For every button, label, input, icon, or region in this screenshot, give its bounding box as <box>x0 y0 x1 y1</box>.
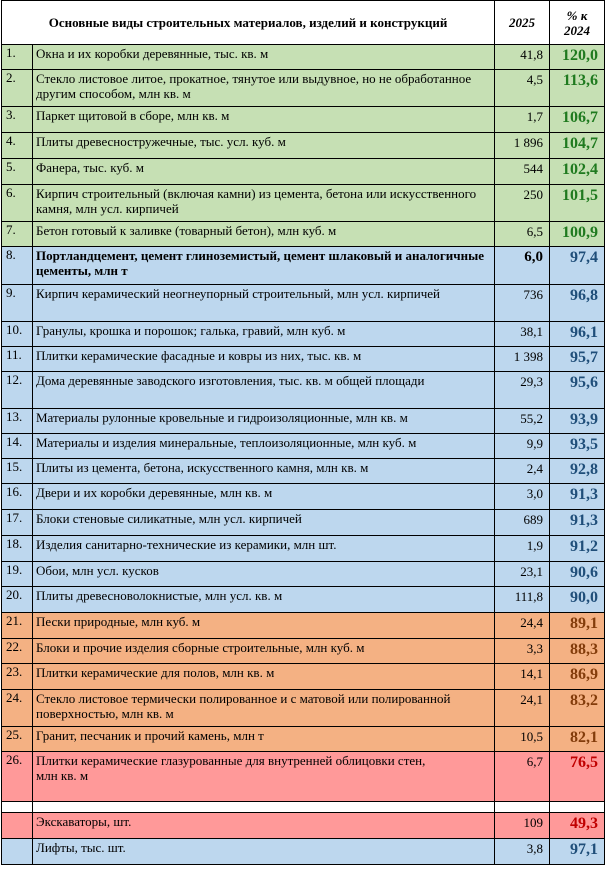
table-row <box>2 322 605 347</box>
row-percent: 86,9 <box>550 664 605 690</box>
row-name: Дома деревянные заводского изготовления, тыс. кв. м общей площади <box>33 372 495 409</box>
table-row <box>2 70 605 107</box>
row-name: Стекло листовое литое, прокатное, тянутое или выдувное, но не обработанное другим способом, млн кв. м <box>33 70 495 107</box>
table-row <box>2 813 605 839</box>
row-value: 41,8 <box>495 45 550 70</box>
header-year: 2025 <box>495 1 550 45</box>
table-row <box>2 727 605 752</box>
row-name: Лифты, тыс. шт. <box>33 839 495 865</box>
row-name: Фанера, тыс. куб. м <box>33 159 495 185</box>
row-name: Плиты древесностружечные, тыс. усл. куб. м <box>33 133 495 159</box>
table-row <box>2 690 605 727</box>
table-row <box>2 347 605 372</box>
row-percent: 76,5 <box>550 752 605 802</box>
row-number: 20. <box>2 587 33 613</box>
materials-table <box>1 0 605 865</box>
spacer-cell <box>33 802 495 813</box>
row-value: 6,0 <box>495 247 550 285</box>
header-row <box>2 1 605 45</box>
table-row <box>2 639 605 664</box>
row-number: 3. <box>2 107 33 133</box>
row-percent: 106,7 <box>550 107 605 133</box>
row-percent: 88,3 <box>550 639 605 664</box>
row-name: Плитки керамические для полов, млн кв. м <box>33 664 495 690</box>
row-name: Гранит, песчаник и прочий камень, млн т <box>33 727 495 752</box>
table-row <box>2 839 605 865</box>
row-value: 14,1 <box>495 664 550 690</box>
row-value: 24,4 <box>495 613 550 639</box>
row-percent: 113,6 <box>550 70 605 107</box>
row-number: 5. <box>2 159 33 185</box>
row-value: 3,8 <box>495 839 550 865</box>
row-name: Портландцемент, цемент глиноземистый, цемент шлаковый и аналогичные цементы, млн т <box>33 247 495 285</box>
row-name: Плитки керамические фасадные и ковры из них, тыс. кв. м <box>33 347 495 372</box>
row-number: 17. <box>2 510 33 536</box>
table-row <box>2 434 605 459</box>
row-number: 22. <box>2 639 33 664</box>
table-row <box>2 45 605 70</box>
row-number: 19. <box>2 562 33 587</box>
row-value: 689 <box>495 510 550 536</box>
row-name <box>33 752 495 802</box>
row-name: Пески природные, млн куб. м <box>33 613 495 639</box>
table-row <box>2 536 605 562</box>
row-number: 18. <box>2 536 33 562</box>
table-row <box>2 562 605 587</box>
row-value: 1 896 <box>495 133 550 159</box>
row-number: 9. <box>2 285 33 322</box>
row-number: 21. <box>2 613 33 639</box>
table-row <box>2 285 605 322</box>
row-number: 24. <box>2 690 33 727</box>
header-name: Основные виды строительных материалов, изделий и конструкций <box>2 1 495 45</box>
table-row <box>2 372 605 409</box>
row-percent: 97,4 <box>550 247 605 285</box>
row-number: 11. <box>2 347 33 372</box>
table-row <box>2 587 605 613</box>
row-value: 111,8 <box>495 587 550 613</box>
row-number: 14. <box>2 434 33 459</box>
table-row <box>2 247 605 285</box>
table-row <box>2 159 605 185</box>
row-value: 109 <box>495 813 550 839</box>
row-name: Бетон готовый к заливке (товарный бетон), млн куб. м <box>33 222 495 247</box>
row-name: Материалы рулонные кровельные и гидроизоляционные, млн кв. м <box>33 409 495 434</box>
table-row <box>2 107 605 133</box>
row-name: Блоки стеновые силикатные, млн усл. кирпичей <box>33 510 495 536</box>
row-percent: 92,8 <box>550 459 605 484</box>
row-value: 3,0 <box>495 484 550 510</box>
table-row <box>2 409 605 434</box>
row-percent: 93,5 <box>550 434 605 459</box>
row-name: Блоки и прочие изделия сборные строительные, млн куб. м <box>33 639 495 664</box>
row-percent: 91,2 <box>550 536 605 562</box>
row-value: 9,9 <box>495 434 550 459</box>
row-name: Плиты из цемента, бетона, искусственного камня, млн кв. м <box>33 459 495 484</box>
row-number <box>2 813 33 839</box>
table-row <box>2 510 605 536</box>
row-name: Кирпич строительный (включая камни) из цемента, бетона или искусственного камня, млн усл. кирпичей <box>33 185 495 222</box>
row-value: 6,5 <box>495 222 550 247</box>
row-name: Экскаваторы, шт. <box>33 813 495 839</box>
row-number: 13. <box>2 409 33 434</box>
row-percent: 101,5 <box>550 185 605 222</box>
row-value: 55,2 <box>495 409 550 434</box>
row-number: 8. <box>2 247 33 285</box>
row-value: 250 <box>495 185 550 222</box>
table-row <box>2 613 605 639</box>
row-name: Гранулы, крошка и порошок; галька, гравий, млн куб. м <box>33 322 495 347</box>
row-percent: 102,4 <box>550 159 605 185</box>
row-percent: 49,3 <box>550 813 605 839</box>
row-name: Двери и их коробки деревянные, млн кв. м <box>33 484 495 510</box>
row-value: 736 <box>495 285 550 322</box>
row-value: 4,5 <box>495 70 550 107</box>
row-name-line: млн кв. м <box>36 768 89 783</box>
spacer-cell <box>495 802 550 813</box>
row-percent: 100,9 <box>550 222 605 247</box>
row-number <box>2 839 33 865</box>
row-percent: 104,7 <box>550 133 605 159</box>
row-percent: 97,1 <box>550 839 605 865</box>
row-name: Плиты древесноволокнистые, млн усл. кв. м <box>33 587 495 613</box>
row-percent: 89,1 <box>550 613 605 639</box>
row-number: 2. <box>2 70 33 107</box>
row-value: 544 <box>495 159 550 185</box>
row-value: 1,7 <box>495 107 550 133</box>
row-number: 12. <box>2 372 33 409</box>
row-value: 1,9 <box>495 536 550 562</box>
row-percent: 120,0 <box>550 45 605 70</box>
row-number: 7. <box>2 222 33 247</box>
table-row <box>2 133 605 159</box>
row-number: 25. <box>2 727 33 752</box>
row-percent: 96,8 <box>550 285 605 322</box>
row-number: 1. <box>2 45 33 70</box>
row-number: 10. <box>2 322 33 347</box>
table-row <box>2 484 605 510</box>
row-percent: 83,2 <box>550 690 605 727</box>
row-value: 10,5 <box>495 727 550 752</box>
row-percent: 82,1 <box>550 727 605 752</box>
row-percent: 95,6 <box>550 372 605 409</box>
spacer-cell <box>550 802 605 813</box>
row-value: 6,7 <box>495 752 550 802</box>
row-number: 26. <box>2 752 33 802</box>
row-value: 3,3 <box>495 639 550 664</box>
table-row <box>2 752 605 802</box>
row-percent: 95,7 <box>550 347 605 372</box>
row-percent: 91,3 <box>550 484 605 510</box>
row-value: 38,1 <box>495 322 550 347</box>
row-number: 6. <box>2 185 33 222</box>
row-value: 29,3 <box>495 372 550 409</box>
row-number: 15. <box>2 459 33 484</box>
row-name: Изделия санитарно-технические из керамики, млн шт. <box>33 536 495 562</box>
row-name: Окна и их коробки деревянные, тыс. кв. м <box>33 45 495 70</box>
row-percent: 96,1 <box>550 322 605 347</box>
row-value: 1 398 <box>495 347 550 372</box>
table-row <box>2 185 605 222</box>
spacer-row <box>2 802 605 813</box>
row-number: 23. <box>2 664 33 690</box>
row-name: Кирпич керамический неогнеупорный строительный, млн усл. кирпичей <box>33 285 495 322</box>
row-name: Паркет щитовой в сборе, млн кв. м <box>33 107 495 133</box>
table-row <box>2 664 605 690</box>
table-row <box>2 459 605 484</box>
row-number: 4. <box>2 133 33 159</box>
table-row <box>2 222 605 247</box>
row-number: 16. <box>2 484 33 510</box>
row-name: Материалы и изделия минеральные, теплоизоляционные, млн куб. м <box>33 434 495 459</box>
row-percent: 90,0 <box>550 587 605 613</box>
row-percent: 91,3 <box>550 510 605 536</box>
row-value: 24,1 <box>495 690 550 727</box>
row-name: Обои, млн усл. кусков <box>33 562 495 587</box>
spacer-cell <box>2 802 33 813</box>
row-name: Стекло листовое термически полированное и с матовой или полированной поверхностью, млн кв. м <box>33 690 495 727</box>
header-percent: % к 2024 <box>550 1 605 45</box>
row-value: 23,1 <box>495 562 550 587</box>
row-percent: 93,9 <box>550 409 605 434</box>
row-percent: 90,6 <box>550 562 605 587</box>
row-value: 2,4 <box>495 459 550 484</box>
row-name-line: Плитки керамические глазурованные для внутренней облицовки стен, <box>36 753 426 768</box>
